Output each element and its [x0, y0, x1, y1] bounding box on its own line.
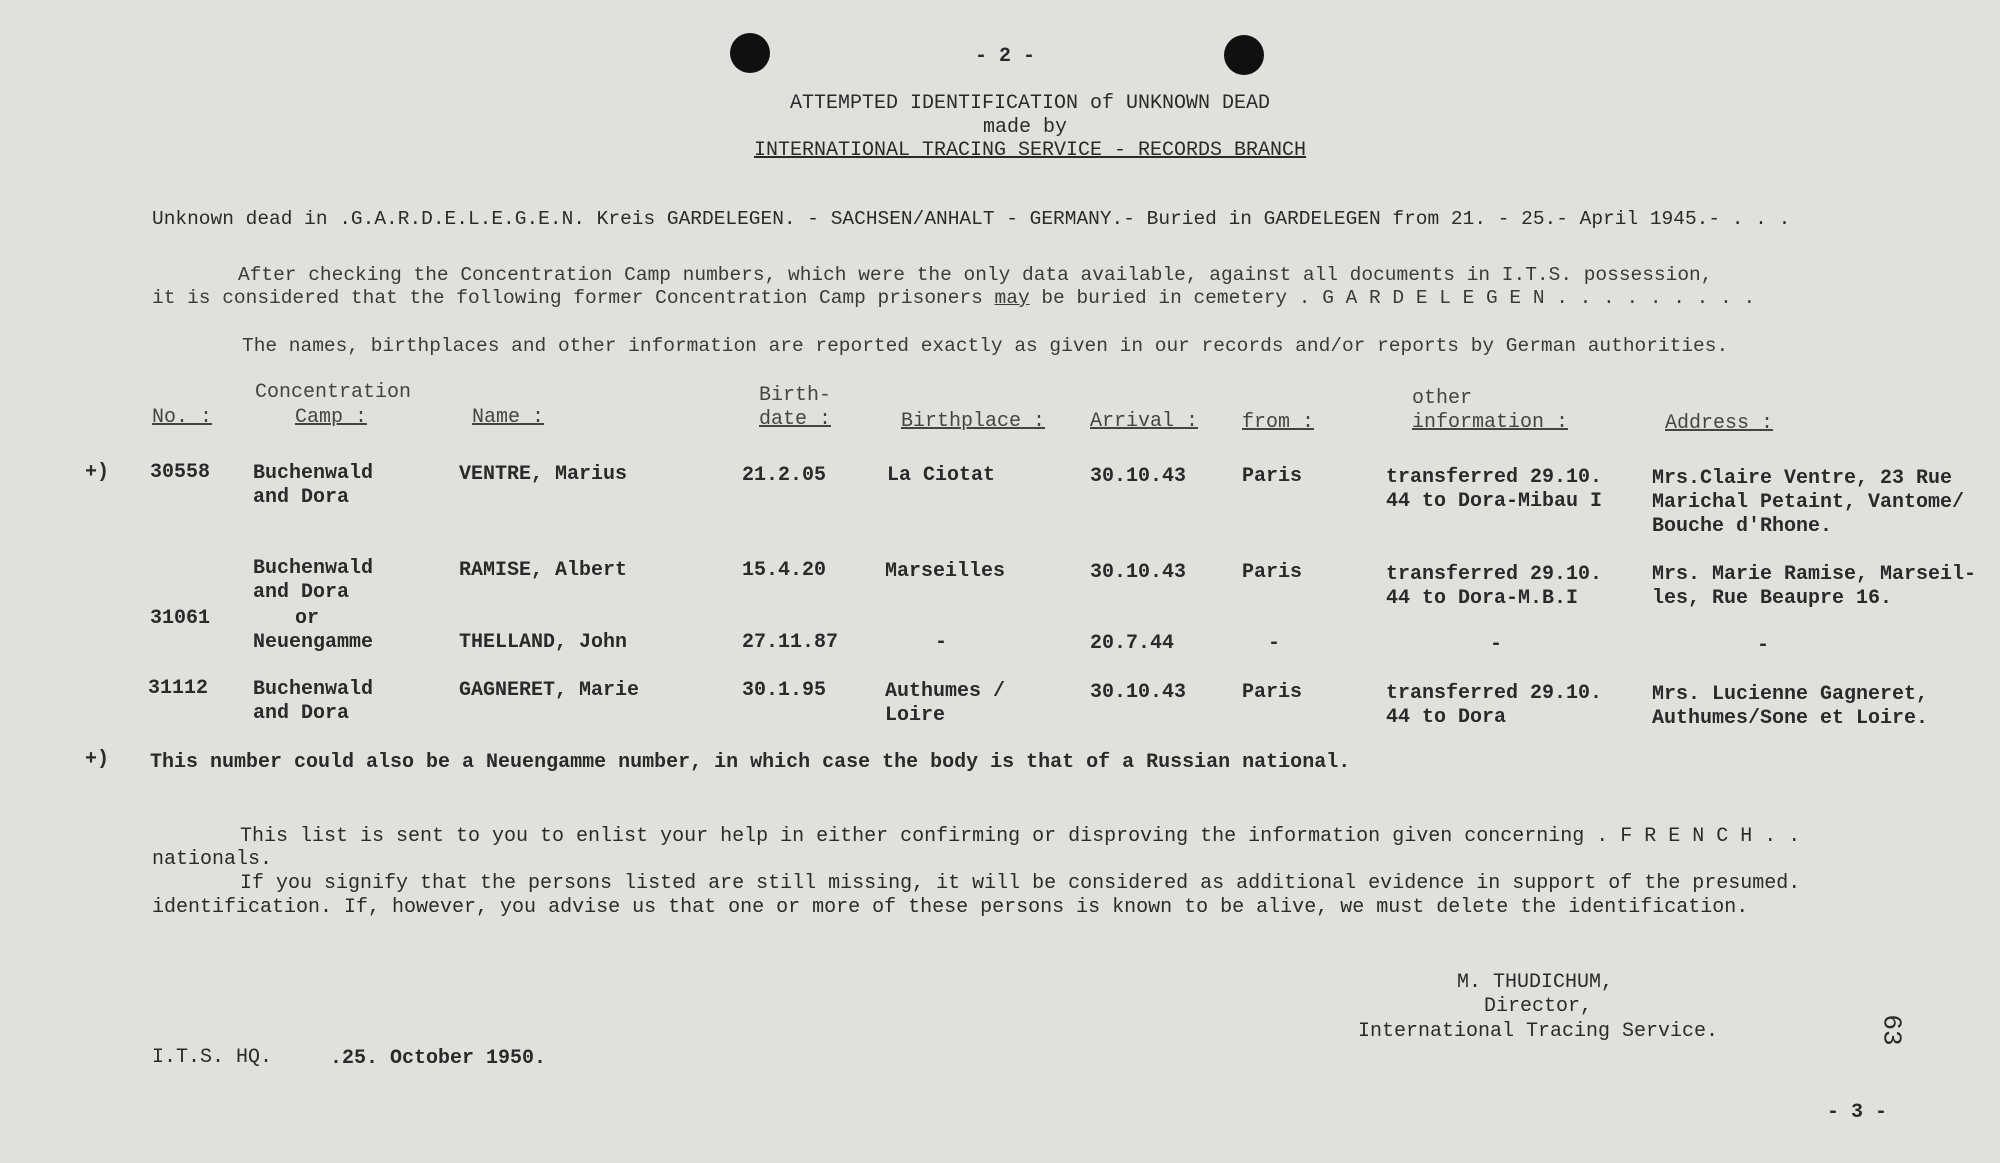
- header-birthplace: Birthplace :: [901, 410, 1046, 433]
- unknown-dead-line: Unknown dead in .G.A.R.D.E.L.E.G.E.N. Kreis GARDELEGEN. - SACHSEN/ANHALT - GERMANY.- Buried in GARDELEGEN from 21. - 25.- April 1945.- . . .: [152, 208, 1791, 230]
- row3-camp-1: Buchenwald: [253, 678, 374, 701]
- checking-line-1: After checking the Concentration Camp numbers, which were the only data available, against all documents in I.T.S. possession,: [238, 264, 1713, 286]
- document-title: ATTEMPTED IDENTIFICATION of UNKNOWN DEAD: [789, 92, 1271, 115]
- row1-other-1: transferred 29.10.: [1386, 466, 1603, 489]
- row1-camp-1: Buchenwald: [253, 462, 374, 485]
- row3-birthplace-1: Authumes /: [885, 680, 1006, 703]
- row2-birthdate-a: 15.4.20: [742, 559, 827, 582]
- header-arrival: Arrival :: [1090, 410, 1199, 433]
- row2-birthplace-b: -: [935, 631, 948, 654]
- signature-name: M. THUDICHUM,: [1457, 971, 1614, 994]
- row2-other-a2: 44 to Dora-M.B.I: [1386, 587, 1579, 610]
- row2-arrival-b: 20.7.44: [1090, 632, 1175, 655]
- row2-address-a2: les, Rue Beaupre 16.: [1652, 587, 1893, 610]
- row3-number: 31112: [148, 677, 209, 700]
- footnote-text: This number could also be a Neuengamme number, in which case the body is that of a Russian national.: [150, 751, 1351, 774]
- checking-line-2-end: be buried in cemetery . G A R D E L E G E N . . . . . . . . .: [1041, 287, 1756, 309]
- footer-place: I.T.S. HQ.: [152, 1046, 273, 1069]
- punch-hole-right: [1224, 35, 1264, 75]
- row2-other-a1: transferred 29.10.: [1386, 563, 1603, 586]
- row3-address-1: Mrs. Lucienne Gagneret,: [1652, 683, 1929, 706]
- footnote-mark: +): [85, 748, 110, 771]
- header-from: from :: [1242, 411, 1315, 434]
- row2-name-a: RAMISE, Albert: [459, 559, 628, 582]
- row2-address-b: -: [1757, 634, 1770, 657]
- row1-camp-2: and Dora: [253, 486, 350, 509]
- row3-other-1: transferred 29.10.: [1386, 682, 1603, 705]
- header-other-top: other: [1412, 387, 1473, 410]
- row3-arrival: 30.10.43: [1090, 681, 1187, 704]
- row3-from: Paris: [1242, 681, 1303, 704]
- row1-birthdate: 21.2.05: [742, 464, 827, 487]
- header-name: Name :: [472, 406, 545, 429]
- closing-line-1: This list is sent to you to enlist your help in either confirming or disproving the information given concerning . F R E N C H . .: [240, 825, 1801, 848]
- header-camp-top: Concentration: [255, 381, 412, 404]
- row1-arrival: 30.10.43: [1090, 465, 1187, 488]
- row3-birthdate: 30.1.95: [742, 679, 827, 702]
- row2-camp-2: and Dora: [253, 581, 350, 604]
- checking-line-2-start: it is considered that the following former Concentration Camp prisoners: [152, 287, 983, 309]
- row2-from-b: -: [1268, 632, 1281, 655]
- row2-address-a1: Mrs. Marie Ramise, Marseil-: [1652, 563, 1977, 586]
- row1-address-3: Bouche d'Rhone.: [1652, 515, 1833, 538]
- row2-name-b: THELLAND, John: [459, 631, 628, 654]
- next-page-number: - 3 -: [1827, 1101, 1888, 1124]
- header-other-bottom: information :: [1412, 411, 1569, 434]
- row2-other-b: -: [1490, 633, 1503, 656]
- header-birth-top: Birth-: [759, 384, 832, 407]
- row1-address-2: Marichal Petaint, Vantome/: [1652, 491, 1965, 514]
- row1-mark: +): [85, 461, 110, 484]
- row2-number: 31061: [150, 607, 211, 630]
- closing-line-2: nationals.: [152, 848, 273, 871]
- header-birth-bottom: date :: [759, 408, 832, 431]
- row2-birthplace-a: Marseilles: [885, 560, 1006, 583]
- header-camp-bottom: Camp :: [295, 406, 368, 429]
- row3-other-2: 44 to Dora: [1386, 706, 1507, 729]
- page-number: - 2 -: [975, 45, 1036, 68]
- row3-birthplace-2: Loire: [885, 704, 946, 727]
- may-word: may: [994, 287, 1030, 309]
- row2-arrival-a: 30.10.43: [1090, 561, 1187, 584]
- margin-number: 63: [1876, 1014, 1907, 1046]
- row2-from-a: Paris: [1242, 561, 1303, 584]
- row2-camp-1: Buchenwald: [253, 557, 374, 580]
- signature-org: International Tracing Service.: [1358, 1020, 1719, 1043]
- header-no: No. :: [152, 406, 213, 429]
- row1-name: VENTRE, Marius: [459, 463, 628, 486]
- names-disclaimer: The names, birthplaces and other information are reported exactly as given in our records and/or reports by German authorities.: [242, 335, 1729, 357]
- row3-address-2: Authumes/Sone et Loire.: [1652, 707, 1929, 730]
- signature-role: Director,: [1484, 995, 1593, 1018]
- row2-birthdate-b: 27.11.87: [742, 631, 839, 654]
- row2-camp-4: Neuengamme: [253, 631, 374, 654]
- row1-other-2: 44 to Dora-Mibau I: [1386, 490, 1603, 513]
- row2-camp-3: or: [295, 607, 320, 630]
- footer-date: .25. October 1950.: [330, 1047, 547, 1070]
- closing-line-4: identification. If, however, you advise us that one or more of these persons is known to be alive, we must delete the identification.: [152, 896, 1749, 919]
- row1-from: Paris: [1242, 465, 1303, 488]
- closing-line-3: If you signify that the persons listed are still missing, it will be considered as additional evidence in support of the presumed.: [240, 872, 1801, 895]
- punch-hole-left: [730, 33, 770, 73]
- document-subtitle: made by: [982, 116, 1067, 139]
- row3-camp-2: and Dora: [253, 702, 350, 725]
- checking-line-2: [152, 286, 1755, 310]
- row3-name: GAGNERET, Marie: [459, 679, 640, 702]
- row1-number: 30558: [150, 461, 211, 484]
- row1-birthplace: La Ciotat: [887, 464, 996, 487]
- row1-address-1: Mrs.Claire Ventre, 23 Rue: [1652, 467, 1953, 490]
- document-issuer: INTERNATIONAL TRACING SERVICE - RECORDS BRANCH: [753, 139, 1307, 162]
- header-address: Address :: [1665, 412, 1774, 435]
